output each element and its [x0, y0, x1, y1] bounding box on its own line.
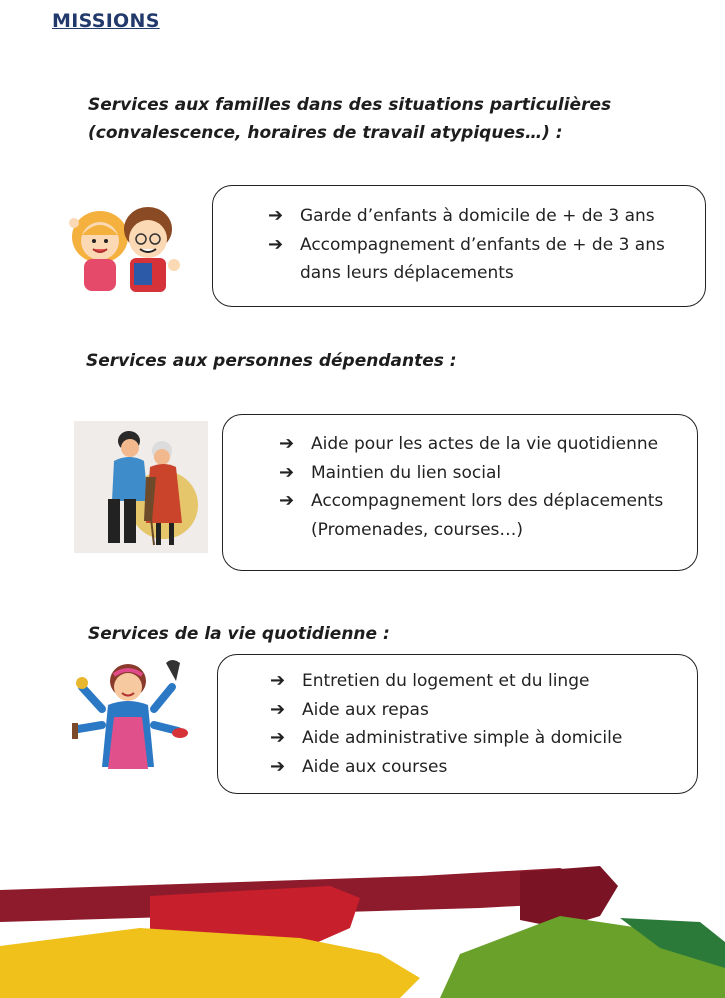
- arrow-right-icon: ➔: [279, 433, 295, 454]
- housekeeping-illustration-icon: [68, 657, 188, 775]
- list-item-text: Aide aux repas: [302, 699, 429, 720]
- dependent-services-box: [222, 414, 698, 571]
- list-item-text: Accompagnement d’enfants de + de 3 ans dans leurs déplacements: [300, 234, 665, 283]
- arrow-right-icon: ➔: [268, 205, 284, 226]
- arrow-right-icon: ➔: [270, 727, 286, 748]
- list-item: [270, 724, 697, 753]
- arrow-right-icon: ➔: [279, 461, 295, 483]
- arrow-right-icon: ➔: [268, 233, 284, 255]
- families-services-list: [268, 202, 705, 288]
- dependent-services-list: [279, 430, 697, 544]
- section-heading-families: Services aux familles dans des situations particulières (convalescence, horaires de travail atypiques…) :: [88, 95, 612, 143]
- list-item: [279, 487, 681, 544]
- arrow-right-icon: ➔: [270, 670, 286, 691]
- page-title: MISSIONS: [52, 10, 160, 32]
- children-illustration-icon: [62, 195, 190, 295]
- families-services-box: [212, 185, 706, 307]
- list-item-text: Aide administrative simple à domicile: [302, 728, 623, 748]
- list-item-text: Maintien du lien social: [311, 462, 502, 483]
- list-item: [279, 459, 697, 488]
- list-item: [270, 753, 697, 782]
- elderly-care-illustration-icon: [74, 421, 208, 553]
- list-item: [268, 231, 680, 288]
- list-item-text: Aide aux courses: [302, 756, 448, 777]
- list-item-text: Entretien du logement et du linge: [302, 671, 590, 691]
- list-item: [270, 667, 697, 696]
- list-item: [279, 430, 697, 459]
- list-item: [268, 202, 705, 231]
- daily-life-services-list: [270, 667, 697, 781]
- arrow-right-icon: ➔: [279, 490, 295, 511]
- section-heading-daily-life: Services de la vie quotidienne :: [88, 624, 390, 644]
- arrow-right-icon: ➔: [270, 698, 286, 720]
- section-heading-dependent: Services aux personnes dépendantes :: [86, 351, 457, 371]
- list-item-text: Accompagnement lors des déplacements (Promenades, courses…): [311, 491, 664, 540]
- joined-hands-decoration: [0, 858, 725, 998]
- daily-life-services-box: [217, 654, 698, 794]
- list-item-text: Aide pour les actes de la vie quotidienne: [311, 434, 659, 454]
- list-item-text: Garde d’enfants à domicile de + de 3 ans: [300, 206, 655, 226]
- arrow-right-icon: ➔: [270, 755, 286, 777]
- list-item: [270, 696, 697, 725]
